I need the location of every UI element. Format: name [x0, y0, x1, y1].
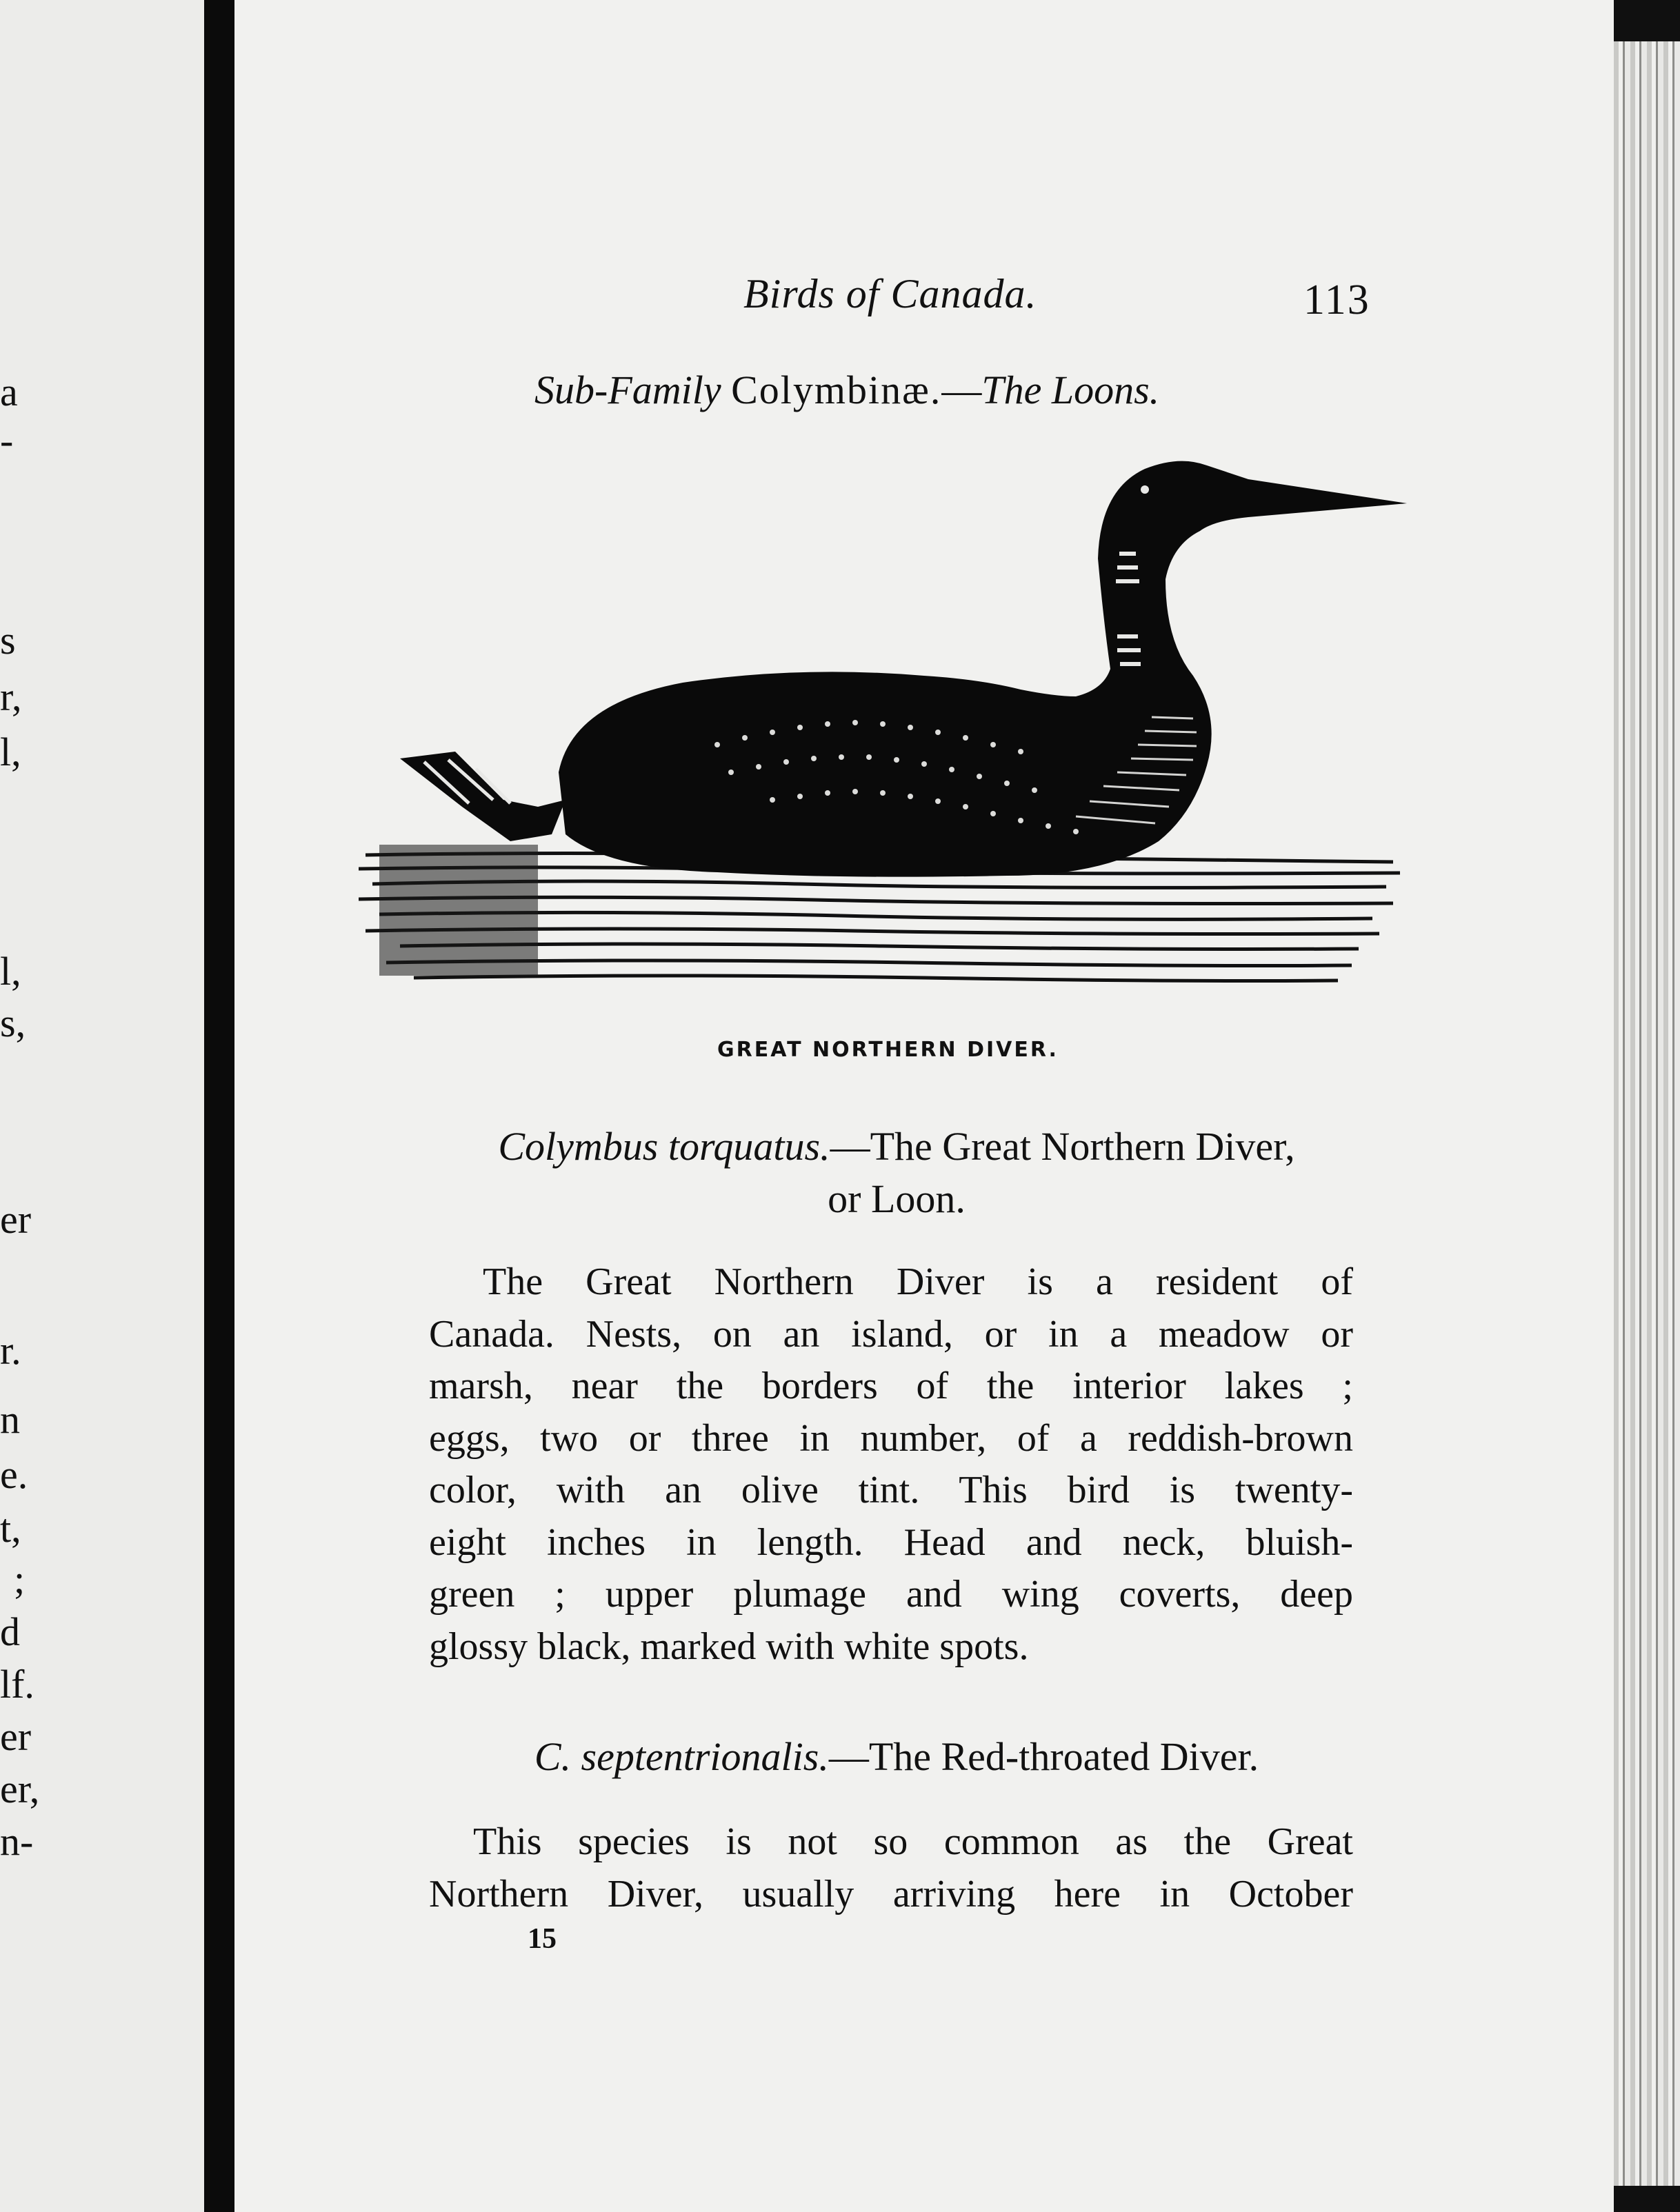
text-line: eight inches in length. Head and neck, bluish-	[429, 1520, 1353, 1564]
left-fragment: r,	[0, 674, 22, 719]
left-fragment: l,	[0, 949, 21, 994]
subfamily-name: Colymbinæ.	[731, 368, 942, 412]
left-fragment: er	[0, 1197, 32, 1242]
species-heading-red-throated	[428, 1731, 1366, 1783]
left-fragment: a	[0, 370, 18, 414]
species-description-loon	[429, 1256, 1353, 1673]
left-fragment: e.	[0, 1452, 28, 1497]
left-fragment: d	[0, 1609, 20, 1654]
left-fragment: n	[0, 1397, 20, 1442]
subfamily-heading	[534, 367, 1159, 413]
common-name: —The Red-throated Diver.	[828, 1734, 1259, 1779]
subfamily-dash: —	[941, 368, 982, 412]
latin-name: Colymbus torquatus.	[498, 1124, 830, 1169]
text-line: Northern Diver, usually arriving here in October	[429, 1872, 1353, 1916]
left-fragment: n-	[0, 1819, 34, 1864]
left-fragment: l,	[0, 730, 21, 774]
text-line: marsh, near the borders of the interior lakes ;	[429, 1365, 1353, 1407]
figure-caption: GREAT NORTHERN DIVER.	[717, 1038, 1059, 1062]
text-line: The Great Northern Diver is a resident of	[483, 1260, 1353, 1303]
left-fragment: er,	[0, 1767, 40, 1811]
loon-woodcut-illustration	[359, 448, 1448, 1014]
left-fragment: -	[0, 418, 14, 463]
left-fragment: s,	[0, 1001, 26, 1045]
left-fragment: lf.	[0, 1662, 34, 1707]
text-line: This species is not so common as the Great	[473, 1820, 1353, 1863]
subfamily-prefix: Sub-Family	[534, 368, 721, 412]
latin-name: C. septentrionalis.	[534, 1734, 829, 1779]
left-fragment: ;	[14, 1557, 26, 1602]
text-line: Canada. Nests, on an island, or in a meadow or	[429, 1312, 1353, 1356]
subfamily-common: The Loons.	[981, 368, 1160, 412]
species-heading-loon	[428, 1120, 1366, 1225]
text-line: color, with an olive tint. This bird is twenty-	[429, 1469, 1353, 1511]
left-fragment: s	[0, 618, 16, 663]
signature-mark: 15	[528, 1923, 557, 1955]
text-line: glossy black, marked with white spots.	[429, 1625, 1029, 1668]
book-gutter	[204, 0, 234, 2212]
left-fragment: r.	[0, 1328, 21, 1373]
running-title: Birds of Canada.	[743, 271, 1037, 316]
species-description-red-throated	[429, 1816, 1353, 1920]
text-line: green ; upper plumage and wing coverts, deep	[429, 1573, 1353, 1616]
common-name-cont: or Loon.	[828, 1176, 966, 1221]
left-fragment: er	[0, 1714, 32, 1759]
facing-page-fragment	[0, 0, 204, 2212]
page-edges	[1614, 41, 1680, 2186]
common-name: —The Great Northern Diver,	[830, 1124, 1295, 1169]
page-number: 113	[1303, 276, 1370, 323]
text-line: eggs, two or three in number, of a reddish-brown	[429, 1416, 1353, 1460]
left-fragment: t,	[0, 1506, 21, 1551]
